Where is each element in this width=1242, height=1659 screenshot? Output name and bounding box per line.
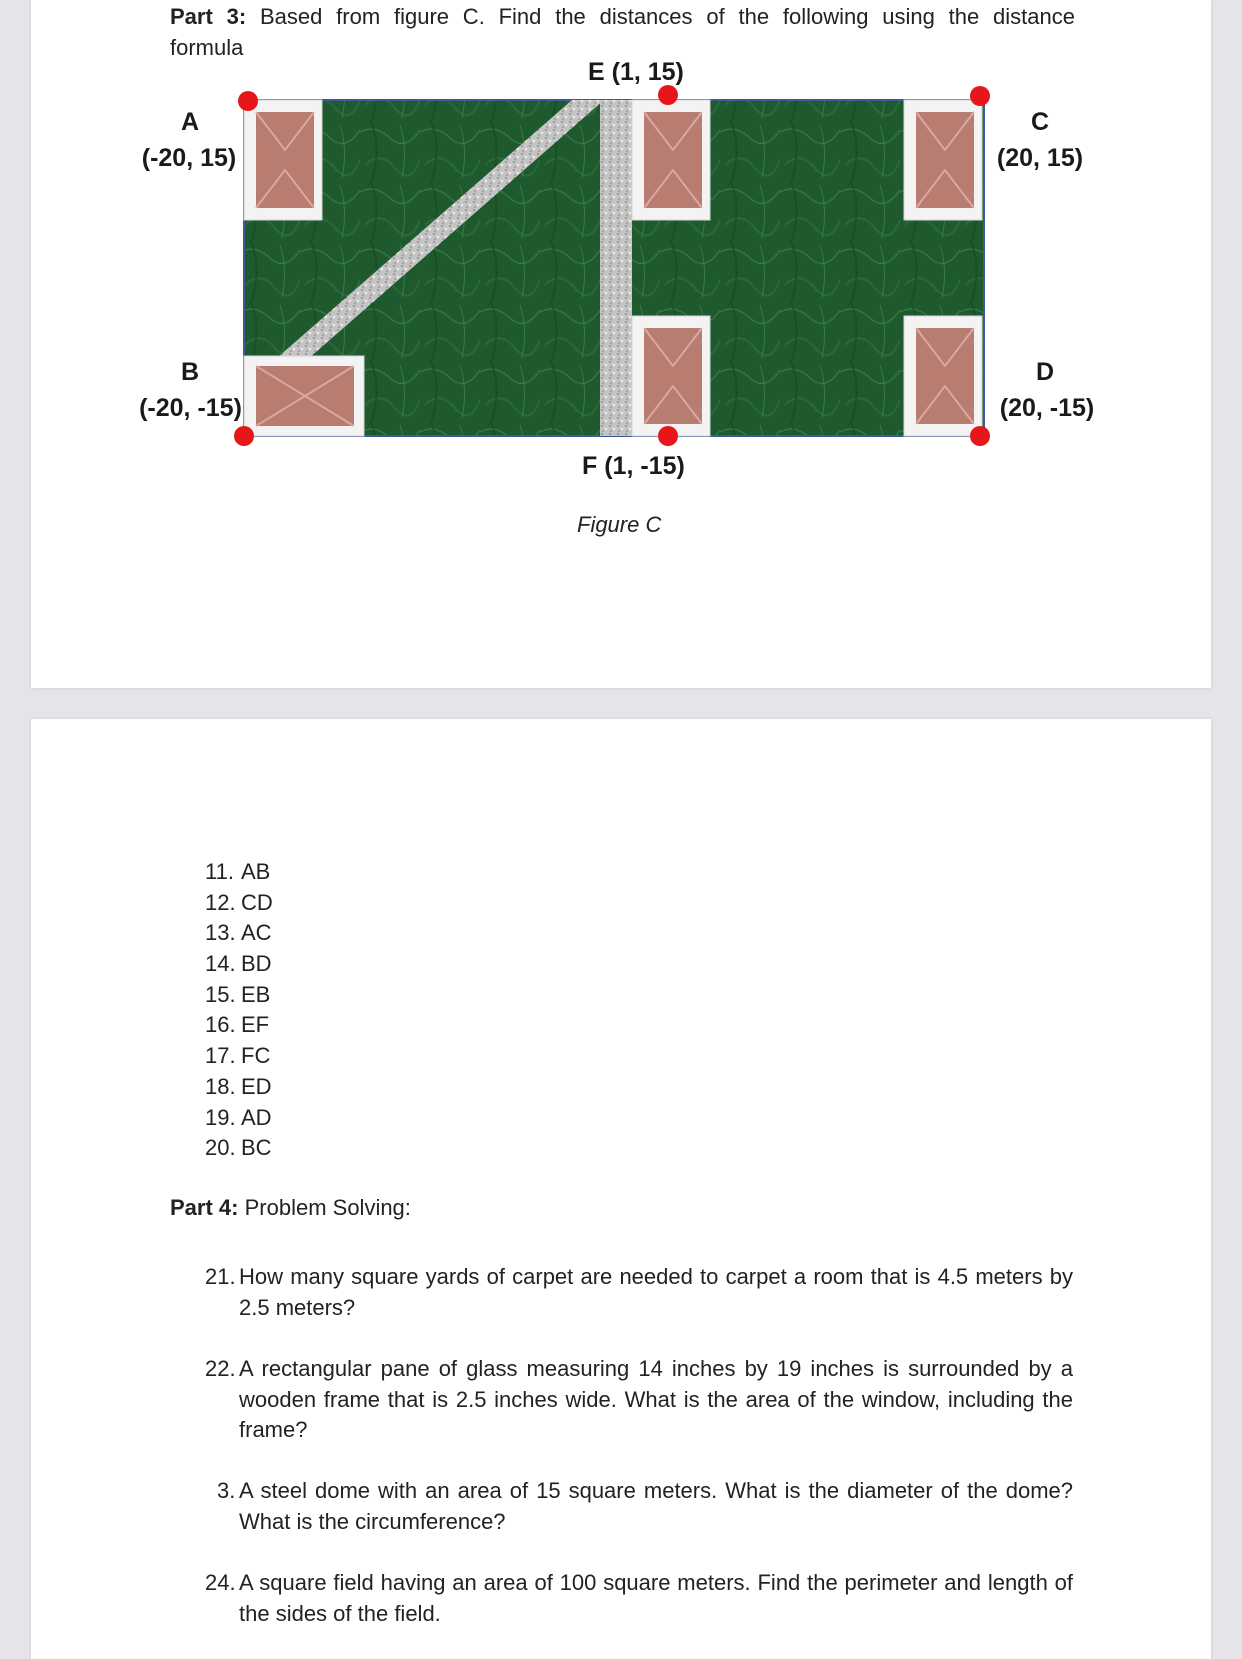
point-a-coord: (-20, 15)	[141, 144, 237, 172]
list-item: 15. EB	[205, 981, 271, 1007]
list-item: 18. ED	[205, 1073, 272, 1099]
point-b-name: B	[180, 358, 200, 386]
problem-24: 24. A square field having an area of 100 square meters. Find the perimeter and length of the sides of the field.	[205, 1570, 1073, 1626]
house-bottom-left	[244, 356, 364, 436]
house-bottom-right	[904, 316, 982, 436]
point-f-marker	[658, 426, 678, 446]
point-c-coord: (20, 15)	[996, 144, 1084, 172]
house-top-left	[244, 100, 322, 220]
list-item: 13. AC	[205, 920, 272, 946]
list-item: 20. BC	[205, 1135, 272, 1161]
list-item: 16. EF	[205, 1012, 270, 1038]
point-e-marker	[658, 85, 678, 105]
list-item: 14. BD	[205, 951, 272, 977]
point-a-name: A	[180, 108, 200, 136]
house-bottom-middle	[632, 316, 710, 436]
point-b-marker	[234, 426, 254, 446]
part3-label: Part 3:	[170, 4, 247, 29]
list-item: 19. AD	[205, 1104, 272, 1130]
part4-heading: Part 4: Problem Solving:	[170, 1195, 411, 1220]
house-top-right	[904, 100, 982, 220]
part3-instructions-continued: formula	[170, 35, 244, 60]
figure-caption: Figure C	[577, 512, 662, 537]
distance-question-list	[205, 857, 273, 1164]
point-e-label: E (1, 15)	[588, 58, 684, 86]
list-item: 12. CD	[205, 889, 273, 915]
point-c-name: C	[1030, 108, 1050, 136]
list-item: 11. AB	[205, 859, 271, 884]
problem-22: 22. A rectangular pane of glass measuring 14 inches by 19 inches is surrounded by a wooden frame that is 2.5 inches wide. What is the area of the window, including the frame?	[205, 1356, 1073, 1442]
point-c-marker	[970, 86, 990, 106]
point-d-marker	[970, 426, 990, 446]
vertical-path	[600, 100, 632, 436]
point-d-name: D	[1035, 358, 1055, 386]
point-f-label: F (1, -15)	[582, 452, 685, 480]
problem-23: 3. A steel dome with an area of 15 square meters. What is the diameter of the dome? What is the circumference?	[217, 1478, 1073, 1534]
point-b-coord: (-20, -15)	[139, 394, 242, 422]
part4-label: Part 4:	[170, 1195, 239, 1220]
house-top-middle	[632, 100, 710, 220]
point-d-coord: (20, -15)	[999, 394, 1095, 422]
part3-instructions: Part 3: Based from figure C. Find the distances of the following using the distance	[170, 4, 1075, 29]
list-item: 17. FC	[205, 1043, 271, 1069]
problem-21: 21. How many square yards of carpet are needed to carpet a room that is 4.5 meters by 2.5 meters?	[205, 1264, 1073, 1320]
